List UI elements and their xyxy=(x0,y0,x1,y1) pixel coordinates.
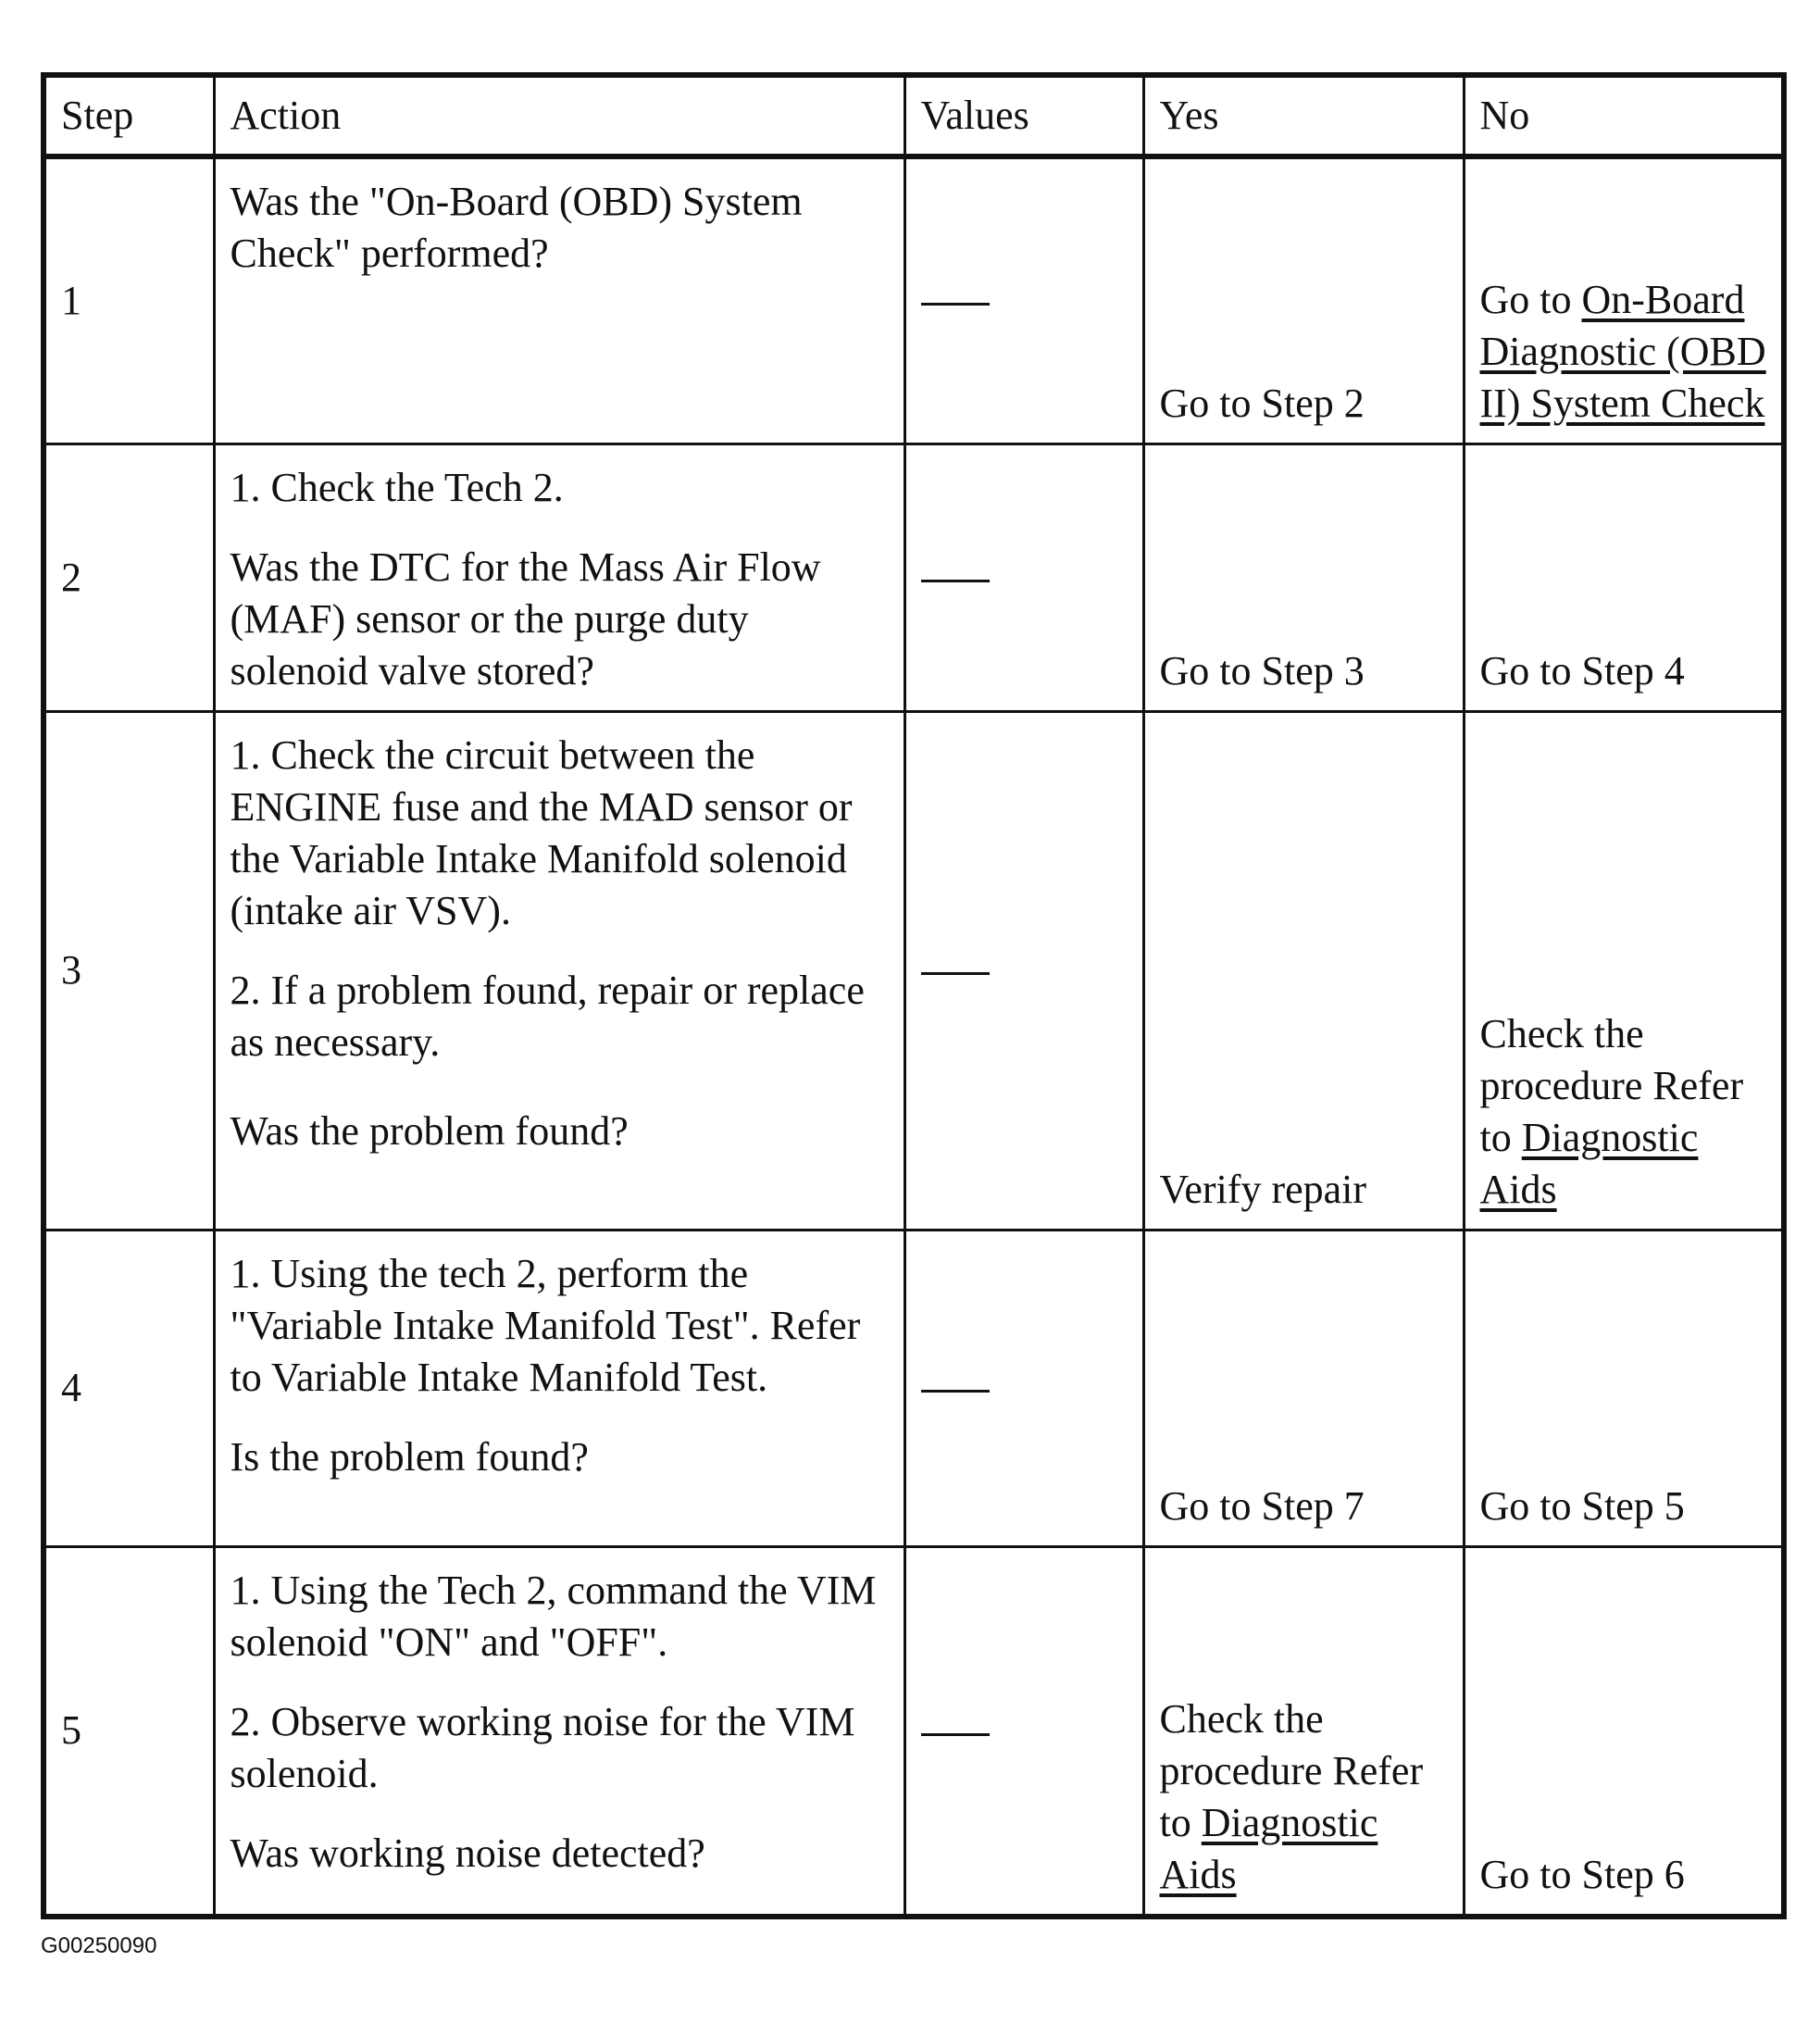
table-row xyxy=(44,156,1784,444)
no-cell xyxy=(1464,711,1784,1230)
yes-cell xyxy=(1143,1546,1464,1917)
diagnostic-aids-link[interactable]: Diagnostic Aids xyxy=(1479,1114,1699,1212)
yes-cell: Verify repair xyxy=(1143,711,1464,1230)
no-cell: Go to Step 5 xyxy=(1464,1230,1784,1546)
diagnostic-aids-link[interactable]: Diagnostic Aids xyxy=(1159,1800,1378,1897)
step-number: 3 xyxy=(44,711,214,1230)
header-no: No xyxy=(1464,75,1784,156)
yes-cell: Go to Step 2 xyxy=(1143,156,1464,444)
yes-cell: Go to Step 7 xyxy=(1143,1230,1464,1546)
action-text: 2. Observe working noise for the VIM solenoid. xyxy=(230,1698,855,1796)
action-cell xyxy=(214,1546,904,1917)
table-row xyxy=(44,1230,1784,1546)
action-question: Was the DTC for the Mass Air Flow (MAF) sensor or the purge duty solenoid valve stored? xyxy=(230,543,821,693)
table-header xyxy=(44,75,1784,156)
action-question: Was the problem found? xyxy=(230,1107,629,1154)
no-cell: Go to Step 6 xyxy=(1464,1546,1784,1917)
empty-value-dash xyxy=(921,1390,990,1393)
values-cell xyxy=(904,156,1143,444)
no-text: Go to xyxy=(1479,276,1582,322)
action-cell xyxy=(214,156,904,444)
empty-value-dash xyxy=(921,303,990,306)
action-question: Was working noise detected? xyxy=(230,1830,705,1876)
header-row xyxy=(44,75,1784,156)
step-number: 5 xyxy=(44,1546,214,1917)
step-number: 4 xyxy=(44,1230,214,1546)
values-cell xyxy=(904,1546,1143,1917)
empty-value-dash xyxy=(921,1733,990,1736)
step-number: 1 xyxy=(44,156,214,444)
action-text: 1. Check the circuit between the ENGINE fuse and the MAD sensor or the Variable Intake Manifold solenoid (intake air VSV). xyxy=(230,731,853,933)
empty-value-dash xyxy=(921,972,990,975)
action-text: 1. Using the Tech 2, command the VIM solenoid "ON" and "OFF". xyxy=(230,1567,877,1665)
header-values: Values xyxy=(904,75,1143,156)
step-number: 2 xyxy=(44,444,214,711)
yes-text: Check the procedure Refer to xyxy=(1159,1696,1424,1845)
action-question: Is the problem found? xyxy=(230,1433,589,1480)
table-body xyxy=(44,156,1784,1917)
obd-system-check-link[interactable]: On-Board Diagnostic (OBD II) System Check xyxy=(1479,276,1766,426)
values-cell xyxy=(904,1230,1143,1546)
table-row xyxy=(44,711,1784,1230)
no-text: Check the procedure Refer to xyxy=(1479,1010,1744,1160)
yes-cell: Go to Step 3 xyxy=(1143,444,1464,711)
action-text: Was the "On-Board (OBD) System Check" performed? xyxy=(230,179,803,276)
action-text: 1. Check the Tech 2. xyxy=(230,464,564,510)
action-text: 2. If a problem found, repair or replace as necessary. xyxy=(230,967,865,1065)
no-cell: Go to Step 4 xyxy=(1464,444,1784,711)
diagnostic-table xyxy=(41,72,1787,1919)
header-yes: Yes xyxy=(1143,75,1464,156)
action-text: 1. Using the tech 2, perform the "Variable Intake Manifold Test". Refer to Variable Intake Manifold Test. xyxy=(230,1250,861,1400)
header-action: Action xyxy=(214,75,904,156)
empty-value-dash xyxy=(921,580,990,582)
action-cell xyxy=(214,711,904,1230)
table-row xyxy=(44,444,1784,711)
table-row xyxy=(44,1546,1784,1917)
values-cell xyxy=(904,711,1143,1230)
action-cell xyxy=(214,1230,904,1546)
no-cell xyxy=(1464,156,1784,444)
figure-id: G00250090 xyxy=(41,1933,157,1958)
values-cell xyxy=(904,444,1143,711)
header-step: Step xyxy=(44,75,214,156)
action-cell xyxy=(214,444,904,711)
